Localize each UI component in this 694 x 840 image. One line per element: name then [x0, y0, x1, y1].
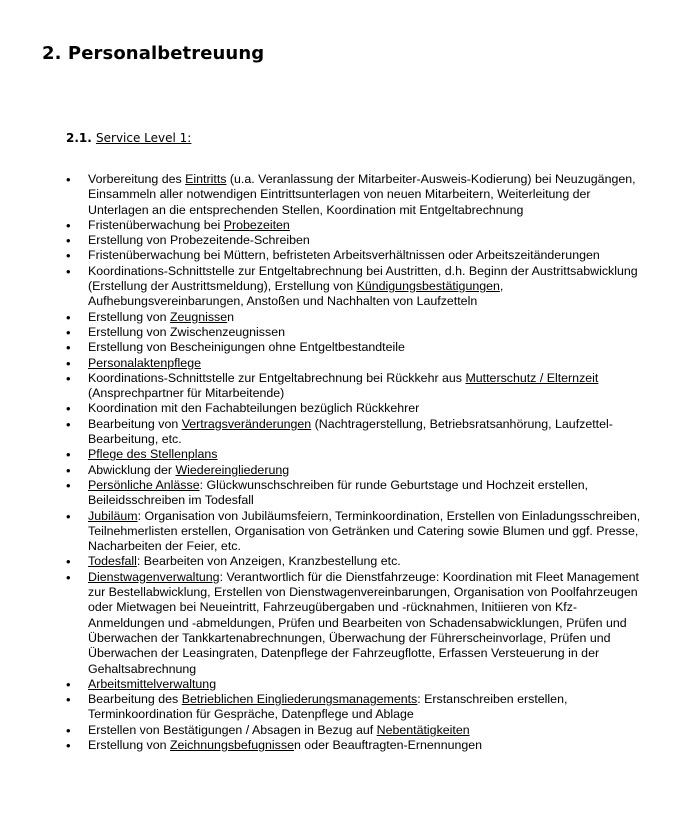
item-text: : Bearbeiten von Anzeigen, Kranzbestellung etc.	[136, 554, 401, 569]
item-text: Erstellung von	[88, 309, 170, 324]
item-text: Bearbeitung des	[88, 692, 182, 707]
subsection-number: 2.1.	[66, 131, 92, 145]
item-text: Bearbeitung von	[88, 416, 182, 431]
list-item	[66, 356, 641, 371]
item-text: Erstellung von Probezeitende-Schreiben	[88, 233, 310, 248]
underlined-term: Eintritts	[185, 172, 227, 186]
underlined-term: Arbeitsmittelverwaltung	[88, 676, 217, 691]
list-item	[66, 677, 641, 692]
underlined-term: Todesfall	[88, 554, 137, 569]
task-list	[66, 172, 641, 753]
item-text: Vorbereitung des	[88, 172, 186, 186]
list-item	[66, 218, 641, 233]
item-text: Koordination mit den Fachabteilungen bezüglich Rückkehrer	[88, 401, 420, 416]
underlined-term: Persönliche Anlässe	[88, 477, 200, 492]
item-text: n oder Beauftragten-Ernennungen	[293, 737, 483, 752]
underlined-term: Vertragsveränderungen	[181, 416, 312, 431]
list-item	[66, 340, 641, 355]
list-item	[66, 554, 641, 569]
item-text: , Aufhebungsvereinbarungen, Anstoßen und Nachhalten von Laufzetteln	[88, 279, 504, 309]
list-item	[66, 325, 641, 340]
underlined-term: Kündigungsbestätigungen	[356, 279, 500, 294]
underlined-term: Personalaktenpflege	[88, 355, 201, 370]
list-item	[66, 723, 641, 738]
item-text: (Nachtragerstellung, Betriebsratsanhörung, Laufzettel-Bearbeitung, etc.	[88, 416, 613, 447]
item-text: : Verantwortlich für die Dienstfahrzeuge: Koordination mit Fleet Management zur Bestellabwicklung, Erstellen von Dienstwagenvereinbarungen, Organisation von Poolfahrzeugen oder Mietwagen bei Neueintritt, Fahrzeugübergaben und -rücknahmen, Initiieren von Kfz-Anmeldungen und -abmeldungen, Prüfen und Bearbeiten von Schadensabwicklungen, Prüfen und Überwachen der Tankkartenabrechnungen, Überwachung der Führerscheinvorlage, Prüfen und Überwachen der Leasingraten, Datenpflege der Fahrzeugflotte, Erfassen Versteuerung in der Gehaltsabrechnung	[88, 569, 639, 676]
item-text: Erstellung von Bescheinigungen ohne Entgeltbestandteile	[88, 340, 405, 355]
item-text: n	[227, 309, 235, 324]
underlined-term: Nebentätigkeiten	[376, 722, 470, 737]
item-text: (Ansprechpartner für Mitarbeitende)	[88, 386, 285, 401]
underlined-term: Jubiläum	[88, 508, 138, 523]
subsection-title: Service Level 1:	[96, 131, 192, 145]
underlined-term: Dienstwagenverwaltung	[88, 569, 220, 584]
item-text: Erstellung von Zwischenzeugnissen	[88, 324, 285, 339]
section-heading: 2. Personalbetreuung	[42, 43, 265, 64]
item-text: (u.a. Veranlassung der Mitarbeiter-Ausweis-Kodierung) bei Neuzugängen, Einsammeln aller notwendigen Eintrittsunterlagen von neuen Mitarbeitern, Weiterleitung der Unterlagen an die entsprechenden Stellen, Koordination mit Entgeltabrechnung	[88, 172, 636, 217]
item-text: Koordinations-Schnittstelle zur Entgeltabrechnung bei Rückkehr aus	[88, 370, 466, 385]
list-item	[66, 478, 641, 509]
underlined-term: Pflege des Stellenplans	[88, 447, 218, 462]
list-item	[66, 738, 641, 753]
item-text: : Erstanschreiben erstellen, Terminkoordination für Gespräche, Datenpflege und Ablage	[88, 692, 568, 722]
list-item	[66, 310, 641, 325]
item-text: Fristenüberwachung bei Müttern, befristeten Arbeitsverhältnissen oder Arbeitszeitänderungen	[88, 248, 600, 263]
list-item	[66, 692, 641, 723]
item-text: Fristenüberwachung bei	[88, 217, 224, 232]
list-item	[66, 401, 641, 416]
underlined-term: Probezeiten	[223, 217, 290, 232]
subsection-heading	[66, 131, 191, 145]
list-item	[66, 264, 641, 310]
item-text: Koordinations-Schnittstelle zur Entgeltabrechnung bei Austritten, d.h. Beginn der Austrittsabwicklung (Erstellung der Austrittsmeldung), Erstellung von	[88, 263, 638, 294]
list-item	[66, 371, 641, 402]
item-text: Erstellung von	[88, 737, 170, 752]
list-item	[66, 447, 641, 462]
item-text: Erstellen von Bestätigungen / Absagen in Bezug auf	[88, 722, 377, 737]
list-item	[66, 233, 641, 248]
underlined-term: Zeichnungsbefugnisse	[169, 737, 294, 752]
list-item	[66, 417, 641, 448]
item-text: : Organisation von Jubiläumsfeiern, Terminkoordination, Erstellen von Einladungsschreiben, Teilnehmerlisten erstellen, Organisation von Getränken und Catering sowie Blumen und ggf. Presse, Nacharbeiten der Feier, etc.	[88, 508, 641, 554]
underlined-term: Betrieblichen Eingliederungsmanagements	[181, 692, 418, 707]
underlined-term: Wiedereingliederung	[175, 462, 290, 477]
item-text: Abwicklung der	[88, 462, 176, 477]
underlined-term: Mutterschutz / Elternzeit	[465, 370, 599, 385]
list-item	[66, 570, 641, 677]
list-item	[66, 172, 641, 218]
item-text: : Glückwunschschreiben für runde Geburtstage und Hochzeit erstellen, Beileidsschreiben im Todesfall	[88, 477, 589, 508]
list-item	[66, 463, 641, 478]
list-item	[66, 248, 641, 263]
underlined-term: Zeugnisse	[169, 309, 228, 324]
list-item	[66, 509, 641, 555]
